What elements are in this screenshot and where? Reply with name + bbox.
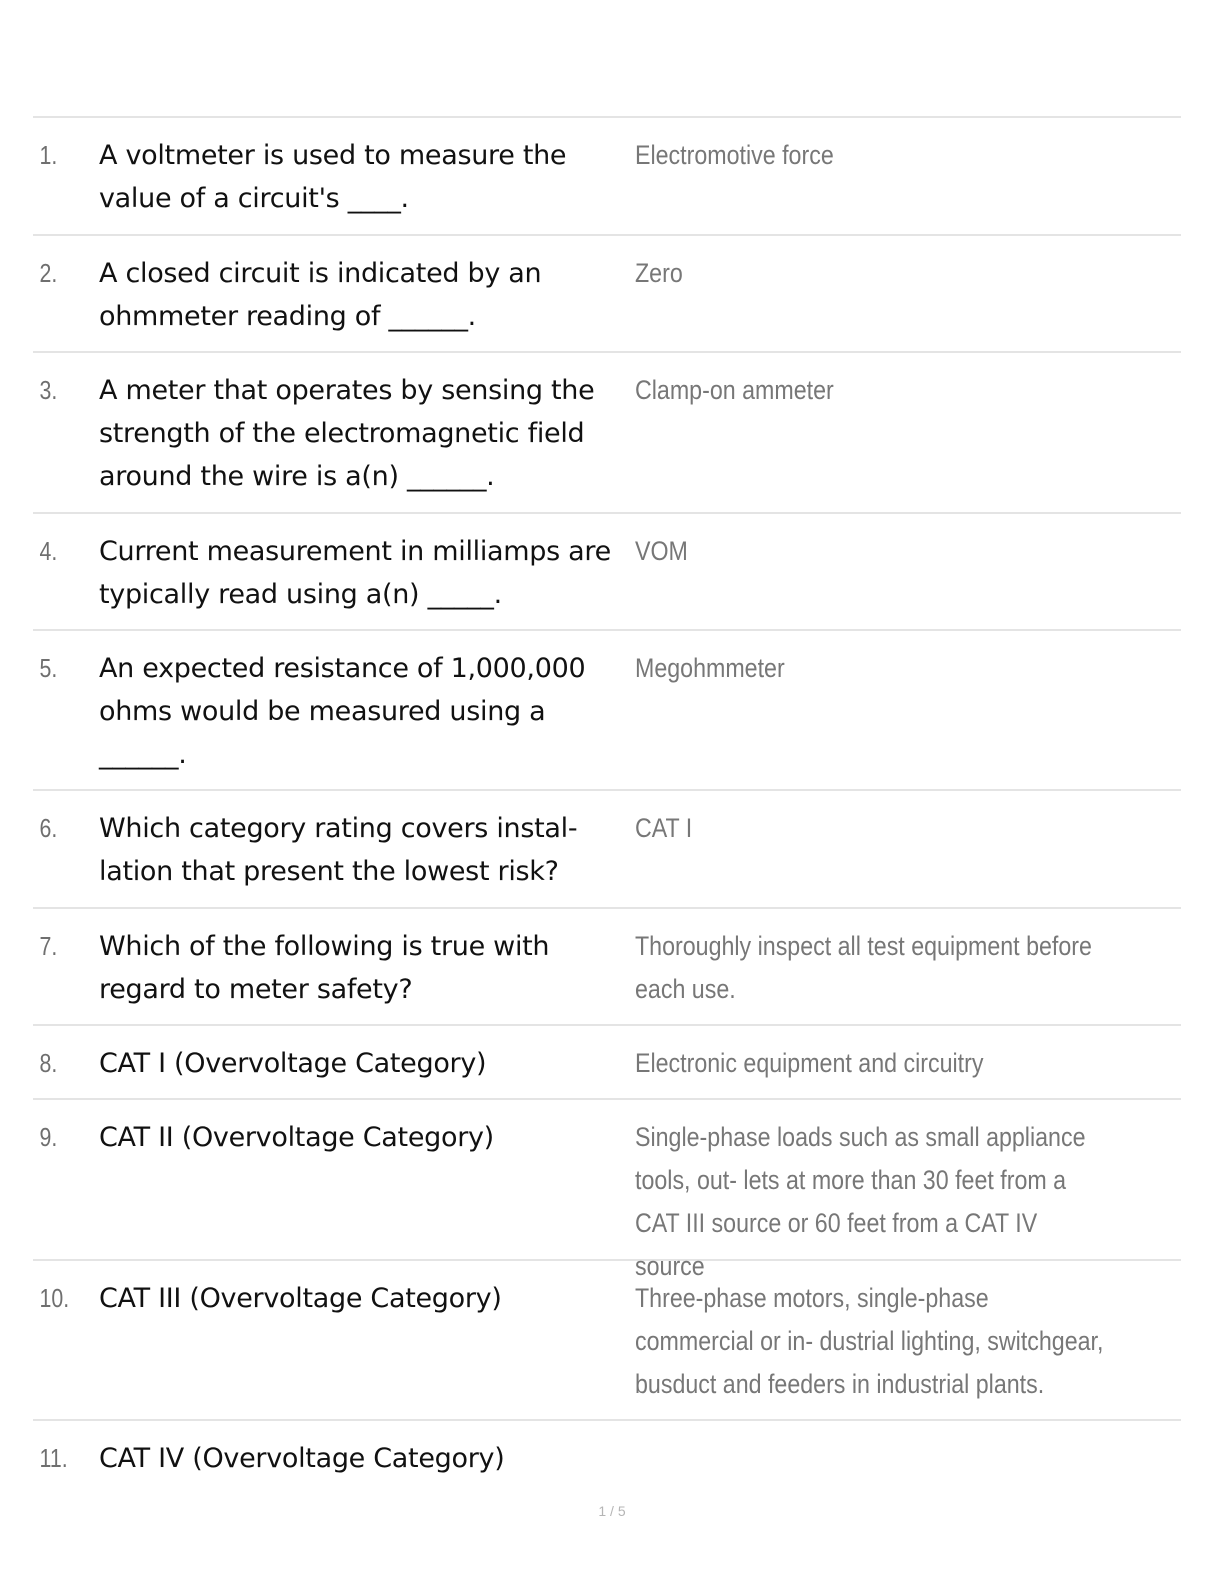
card-definition: Megohmmeter [635,653,785,683]
card-definition: Electronic equipment and circuitry [635,1048,984,1078]
card-row [33,1100,1181,1281]
card-definition: Zero [635,258,683,288]
card-term: A meter that operates by sensing the strength of the electromagnetic field around the wire is a(n) ______. [99,375,595,492]
card-number: 11. [39,1443,68,1473]
card-definition: VOM [635,536,688,566]
card-definition: Clamp-on ammeter [635,375,834,405]
flashcard-list [33,116,1181,1491]
card-number: 8. [39,1048,58,1078]
card-definition: Electromotive force [635,140,834,170]
card-number: 2. [39,258,58,288]
card-definition: Single-phase loads such as small appliance tools, out- lets at more than 30 feet from a CAT III source or 60 feet from a CAT IV source [635,1122,1086,1281]
card-row [33,631,1181,791]
card-term: Which of the following is true with regard to meter safety? [99,931,550,1005]
card-term: CAT III (Overvoltage Category) [99,1283,502,1314]
card-number: 10. [39,1283,70,1313]
card-number: 5. [39,653,58,683]
card-definition: Thoroughly inspect all test equipment before each use. [635,931,1092,1004]
card-row [33,791,1181,909]
card-row [33,118,1181,236]
card-number: 4. [39,536,58,566]
card-number: 9. [39,1122,58,1152]
card-definition: Three-phase motors, single-phase commercial or in- dustrial lighting, switchgear, busduct and feeders in industrial plants. [635,1283,1104,1399]
page-number: 1 / 5 [598,1503,626,1519]
card-number: 3. [39,375,58,405]
card-row [33,909,1181,1026]
card-term: CAT I (Overvoltage Category) [99,1048,487,1079]
card-row [33,236,1181,353]
card-term: An expected resistance of 1,000,000 ohms would be measured using a ______. [99,653,586,770]
card-term: Which category rating covers instal- lation that present the lowest risk? [99,813,578,887]
card-term: CAT II (Overvoltage Category) [99,1122,494,1153]
card-term: A voltmeter is used to measure the value of a circuit's ____. [99,140,567,214]
card-row [33,514,1181,631]
card-number: 1. [39,140,58,170]
card-number: 7. [39,931,58,961]
card-row [33,1026,1181,1100]
card-row [33,353,1181,514]
card-term: A closed circuit is indicated by an ohmmeter reading of ______. [99,258,542,332]
card-row [33,1421,1181,1491]
card-term: Current measurement in milliamps are typically read using a(n) _____. [99,536,611,610]
card-number: 6. [39,813,58,843]
card-definition: CAT I [635,813,693,843]
card-term: CAT IV (Overvoltage Category) [99,1443,505,1474]
card-row [33,1261,1181,1421]
